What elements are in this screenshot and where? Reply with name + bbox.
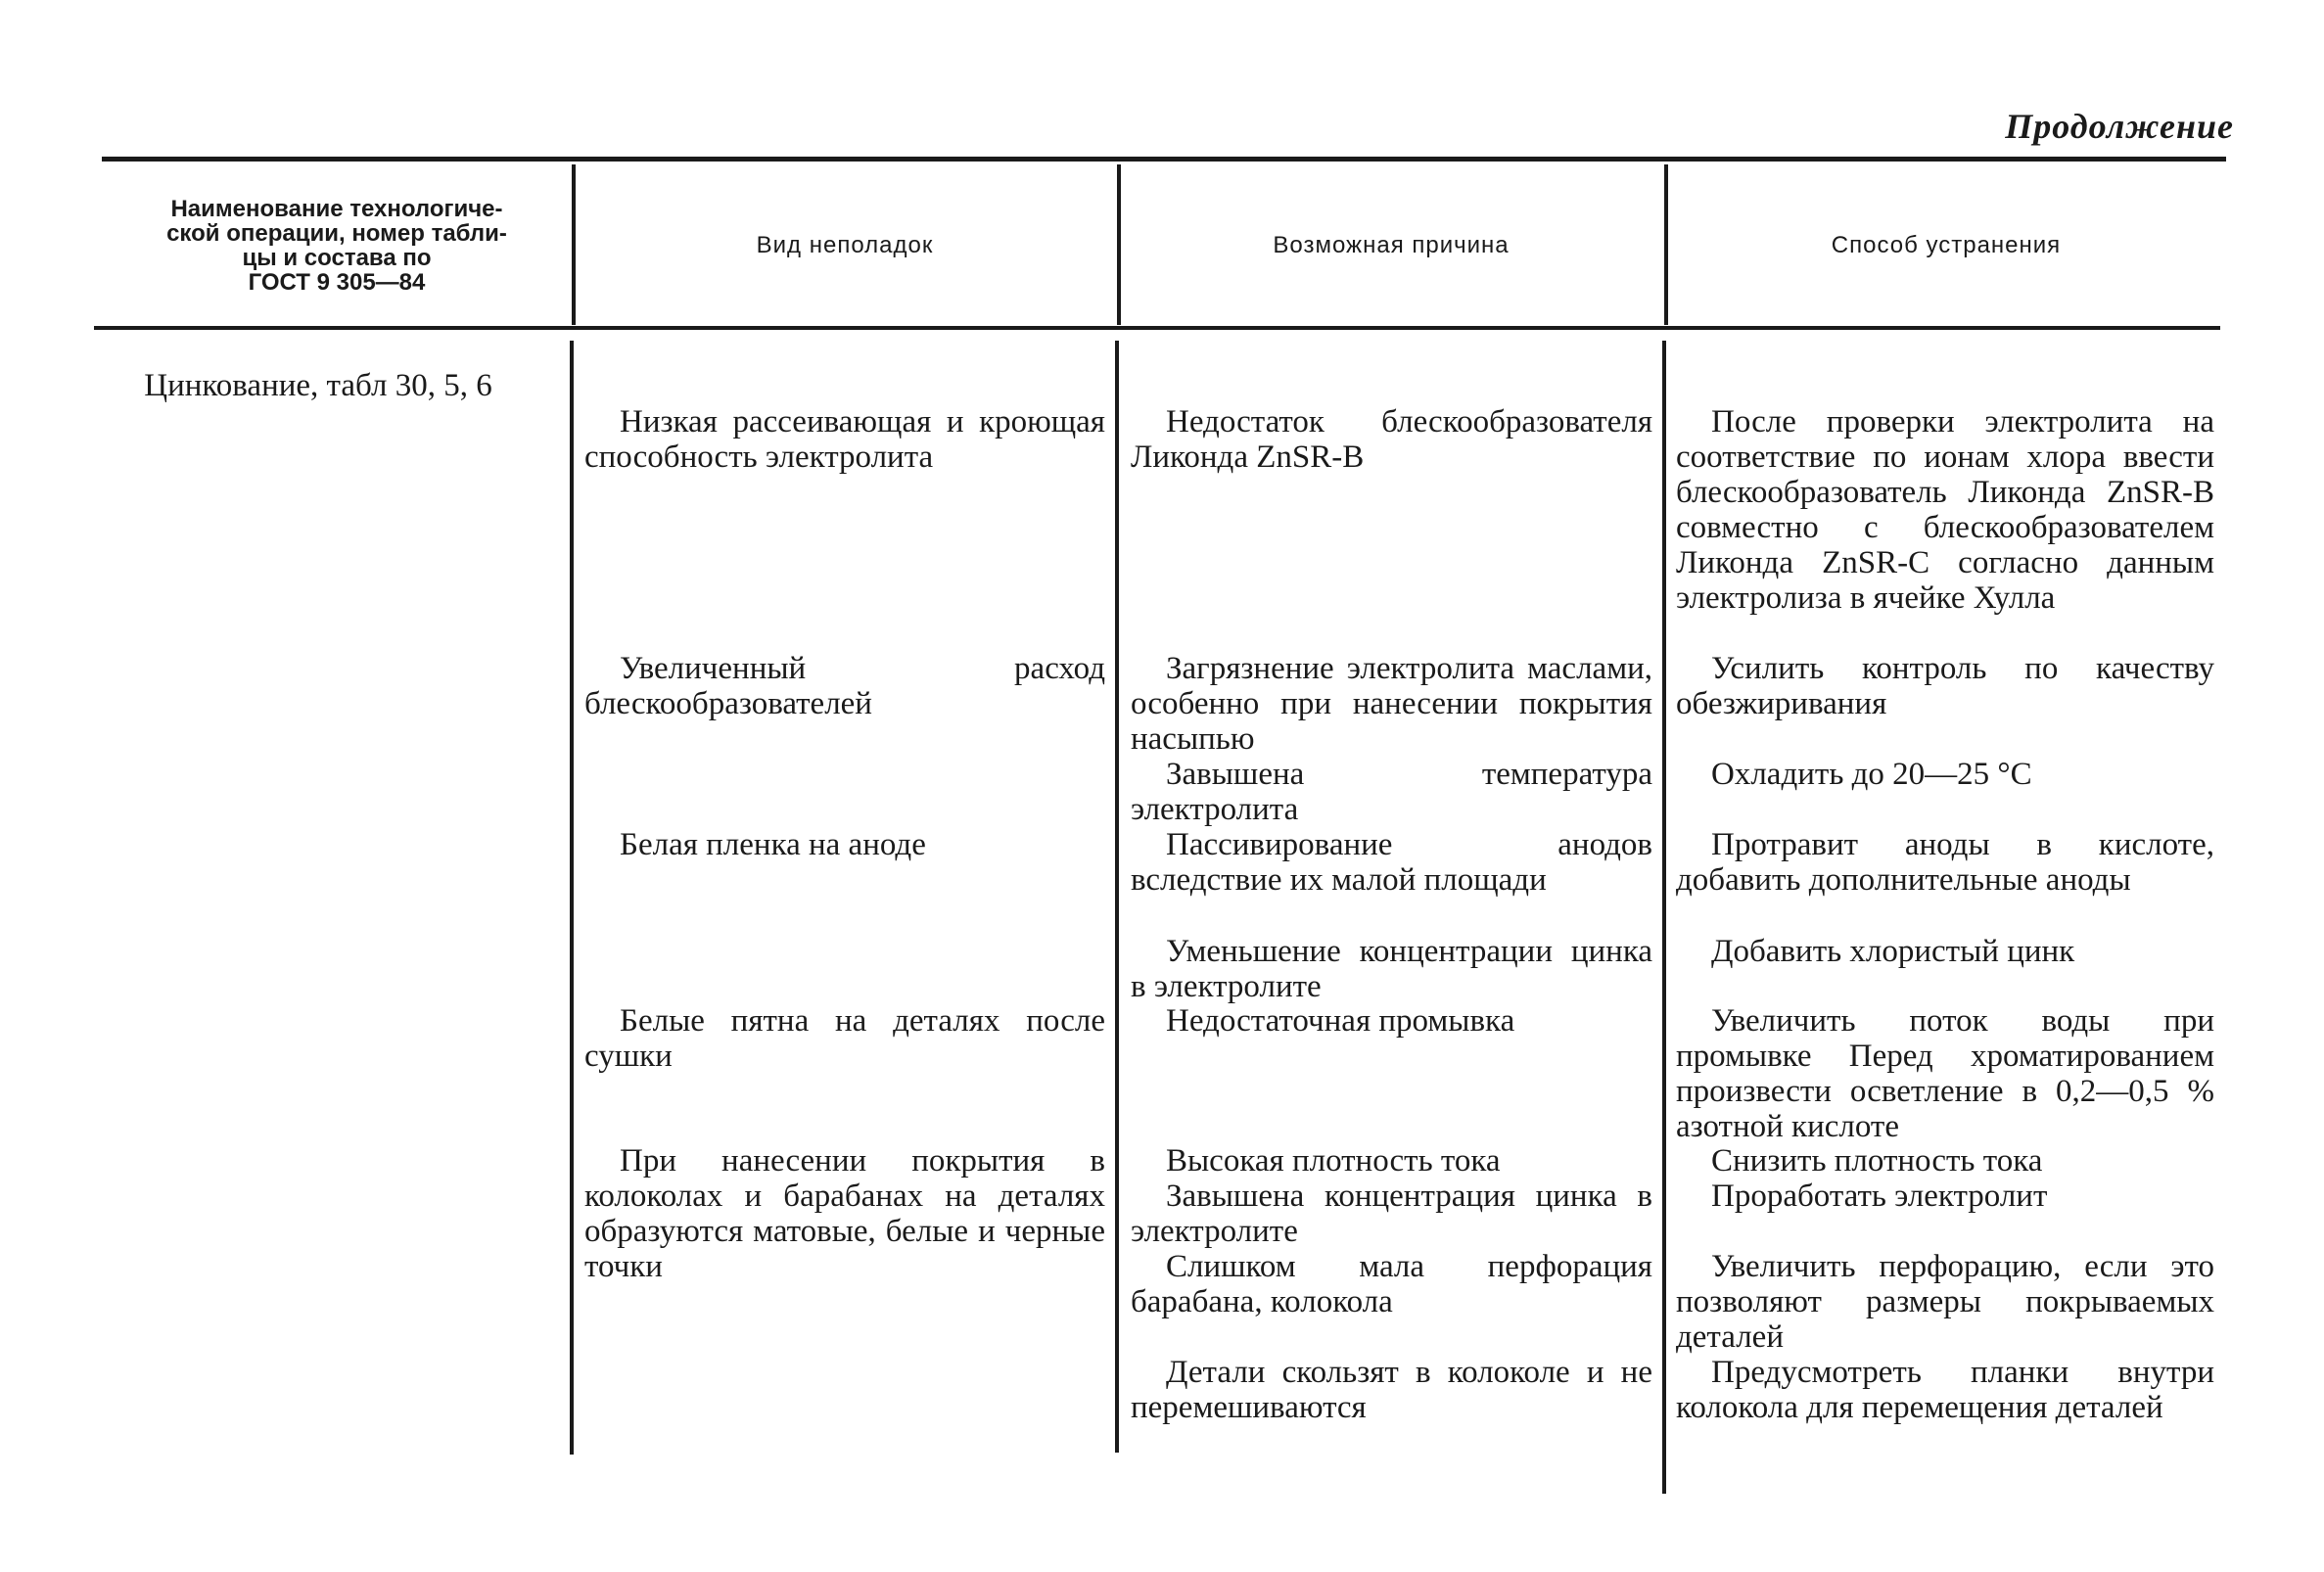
header-remedy: Способ устранения (1831, 232, 2062, 259)
remedy-item: После проверки электролита на соответствие по ионам хлора ввести блескообразователь Ликонда ZnSR-B совместно с блескообразователем Ликонда ZnSR-C согласно данным электролиза в ячейке Хулла (1676, 404, 2214, 616)
remedy-item: Проработать электролит (1711, 1179, 2048, 1214)
remedy-item: Увеличить перфорацию, если это позволяют размеры покрываемых деталей (1676, 1249, 2214, 1355)
remedy-item: Снизить плотность тока (1711, 1143, 2043, 1179)
cause-item: Уменьшение концентрации цинка в электролите (1131, 934, 1652, 1004)
remedy-item: Охладить до 20—25 °С (1711, 757, 2032, 792)
column-divider (1117, 164, 1121, 325)
table-top-rule (102, 157, 2226, 162)
defect-item: Увеличенный расход блескообразователей (584, 651, 1105, 721)
cause-item: Пассивирование анодов вследствие их малой площади (1131, 827, 1652, 898)
remedy-item: Добавить хлористый цинк (1711, 934, 2075, 969)
header-possible-cause: Возможная причина (1273, 232, 1510, 259)
cause-item: Недостаточная промывка (1166, 1003, 1515, 1039)
column-divider (572, 164, 576, 325)
operation-name: Цинкование, табл 30, 5, 6 (144, 368, 492, 403)
header-operation: Наименование технологиче- ской операции, номер табли- цы и состава по ГОСТ 9 305—84 (166, 195, 507, 297)
remedy-item: Предусмотреть планки внутри колокола для перемещения деталей (1676, 1355, 2214, 1425)
defect-item: Низкая рассеивающая и кроющая способность электролита (584, 404, 1105, 475)
cause-item: Слишком мала перфорация барабана, колокола (1131, 1249, 1652, 1319)
column-divider (1664, 164, 1668, 325)
defect-item: При нанесении покрытия в колоколах и барабанах на деталях образуются матовые, белые и черные точки (584, 1143, 1105, 1284)
column-divider (1115, 341, 1119, 1453)
cause-item: Недостаток блескообразователя Ликонда ZnSR-B (1131, 404, 1652, 475)
continuation-label: Продолжение (2005, 107, 2234, 146)
cause-item: Завышена концентрация цинка в электролите (1131, 1179, 1652, 1249)
defect-item: Белая пленка на аноде (620, 827, 926, 862)
remedy-item: Усилить контроль по качеству обезжиривания (1676, 651, 2214, 721)
defect-item: Белые пятна на деталях после сушки (584, 1003, 1105, 1074)
cause-item: Загрязнение электролита маслами, особенно при нанесении покрытия насыпью (1131, 651, 1652, 757)
remedy-item: Увеличить поток воды при промывке Перед хроматированием произвести осветление в 0,2—0,5 % азотной кислоте (1676, 1003, 2214, 1144)
column-divider (1662, 341, 1666, 1494)
header-defect-type: Вид неполадок (756, 232, 934, 259)
column-divider (570, 341, 574, 1455)
header-bottom-rule (94, 326, 2220, 330)
cause-item: Детали скользят в колоколе и не перемешиваются (1131, 1355, 1652, 1425)
cause-item: Высокая плотность тока (1166, 1143, 1501, 1179)
cause-item: Завышена температура электролита (1131, 757, 1652, 827)
remedy-item: Протравит аноды в кислоте, добавить дополнительные аноды (1676, 827, 2214, 898)
